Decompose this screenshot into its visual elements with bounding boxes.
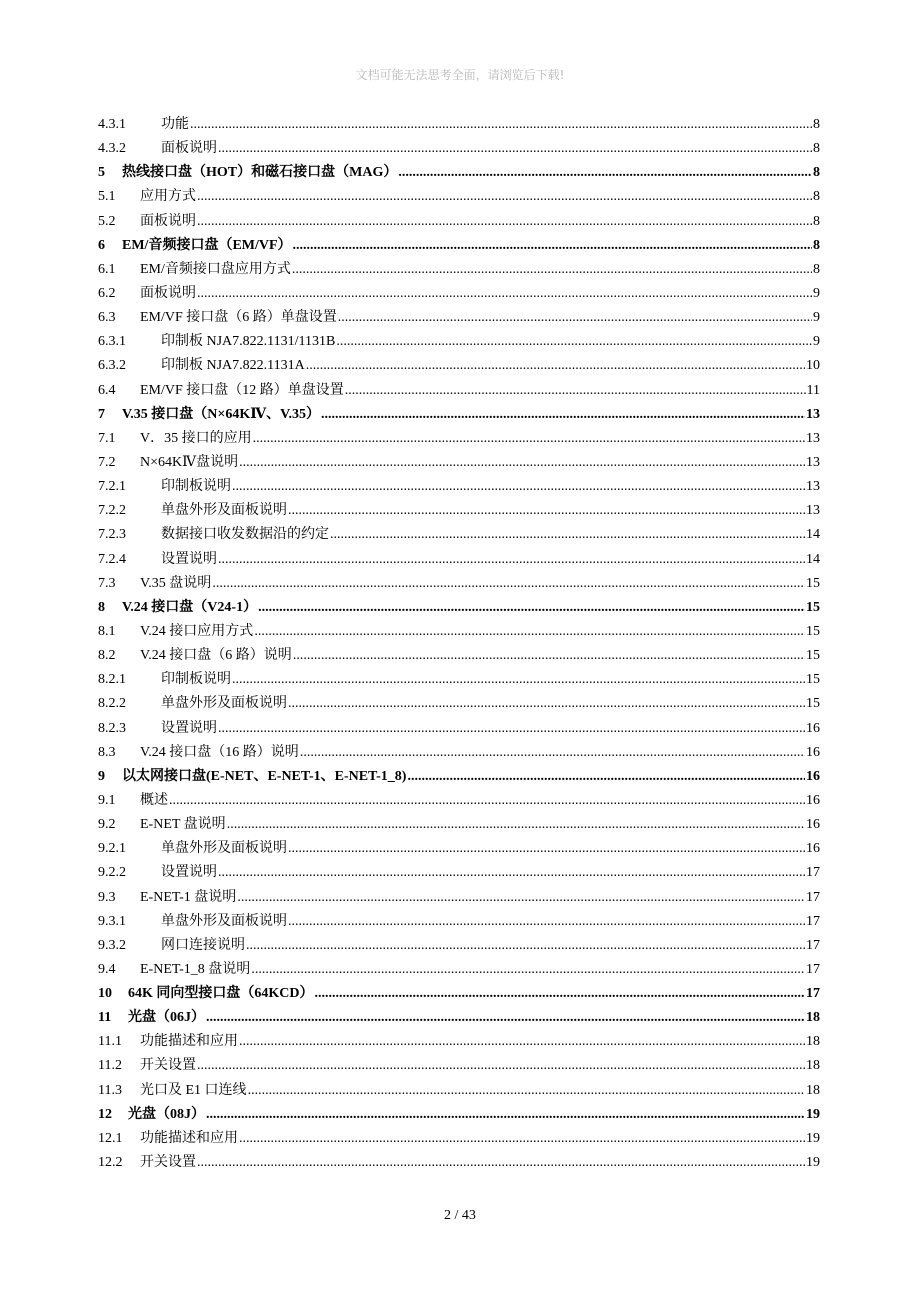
toc-dot-leader bbox=[218, 717, 805, 741]
toc-entry-page: 15 bbox=[806, 575, 820, 591]
toc-dot-leader bbox=[251, 958, 805, 982]
toc-entry[interactable] bbox=[98, 620, 820, 644]
toc-entry-number: 7.2 bbox=[98, 454, 116, 470]
toc-entry-title: EM/音频接口盘应用方式 bbox=[140, 261, 291, 277]
toc-dot-leader bbox=[239, 451, 805, 475]
toc-entry-number: 9.1 bbox=[98, 792, 116, 808]
toc-entry-number: 11.2 bbox=[98, 1058, 122, 1074]
toc-entry[interactable] bbox=[98, 475, 820, 499]
toc-entry[interactable] bbox=[98, 499, 820, 523]
toc-entry-page: 18 bbox=[806, 1034, 820, 1050]
toc-dot-leader bbox=[338, 306, 812, 330]
toc-entry-page: 14 bbox=[806, 527, 820, 543]
toc-entry-page: 8 bbox=[813, 141, 820, 157]
toc-entry-title: 功能描述和应用 bbox=[140, 1034, 238, 1050]
toc-entry-number: 6.3.2 bbox=[98, 358, 126, 374]
toc-entry-number: 12 bbox=[98, 1106, 112, 1122]
toc-entry-number: 5.1 bbox=[98, 189, 116, 205]
toc-entry[interactable] bbox=[98, 741, 820, 765]
toc-entry[interactable] bbox=[98, 185, 820, 209]
toc-entry-title: E-NET 盘说明 bbox=[140, 817, 226, 833]
toc-entry-number: 9.2.2 bbox=[98, 865, 126, 881]
toc-entry[interactable] bbox=[98, 644, 820, 668]
toc-entry-number: 7.2.4 bbox=[98, 551, 126, 567]
toc-entry-page: 9 bbox=[813, 310, 820, 326]
toc-entry-title: 设置说明 bbox=[161, 720, 217, 736]
toc-entry-page: 8 bbox=[813, 213, 820, 229]
toc-dot-leader bbox=[197, 185, 812, 209]
toc-entry[interactable] bbox=[98, 982, 820, 1006]
toc-dot-leader bbox=[407, 765, 805, 789]
toc-entry-number: 6 bbox=[98, 237, 105, 253]
toc-entry-page: 16 bbox=[806, 744, 820, 760]
toc-entry-page: 17 bbox=[806, 889, 820, 905]
toc-entry[interactable] bbox=[98, 958, 820, 982]
toc-entry-title: 印制板说明 bbox=[161, 672, 231, 688]
toc-entry-page: 11 bbox=[806, 382, 820, 398]
toc-entry[interactable] bbox=[98, 596, 820, 620]
toc-entry-page: 16 bbox=[806, 817, 820, 833]
toc-dot-leader bbox=[206, 1103, 805, 1127]
toc-entry-page: 19 bbox=[806, 1155, 820, 1171]
toc-entry-title: 印制板 NJA7.822.1131A bbox=[161, 358, 305, 374]
toc-entry-number: 8 bbox=[98, 599, 105, 615]
toc-entry-title: EM/VF 接口盘（12 路）单盘设置 bbox=[140, 382, 344, 398]
table-of-contents bbox=[98, 113, 820, 1175]
toc-entry-page: 8 bbox=[813, 189, 820, 205]
toc-dot-leader bbox=[288, 692, 805, 716]
toc-entry-title: 热线接口盘（HOT）和磁石接口盘（MAG） bbox=[122, 165, 398, 181]
toc-entry[interactable] bbox=[98, 1079, 820, 1103]
toc-entry-page: 8 bbox=[813, 165, 820, 181]
toc-entry[interactable] bbox=[98, 523, 820, 547]
toc-entry-title: 开关设置 bbox=[140, 1155, 196, 1171]
toc-entry-title: 光盘（08J） bbox=[128, 1106, 205, 1122]
toc-entry[interactable] bbox=[98, 717, 820, 741]
toc-entry[interactable] bbox=[98, 258, 820, 282]
toc-entry-page: 16 bbox=[806, 720, 820, 736]
toc-dot-leader bbox=[398, 161, 812, 185]
toc-dot-leader bbox=[254, 620, 805, 644]
toc-entry-title: 功能 bbox=[161, 117, 189, 132]
toc-entry-number: 9.2.1 bbox=[98, 841, 126, 857]
toc-dot-leader bbox=[232, 668, 805, 692]
toc-dot-leader bbox=[197, 282, 812, 306]
toc-entry-title: E-NET-1 盘说明 bbox=[140, 889, 237, 905]
toc-entry-number: 8.2.1 bbox=[98, 672, 126, 688]
toc-entry-title: 面板说明 bbox=[161, 141, 217, 157]
toc-entry[interactable] bbox=[98, 354, 820, 378]
toc-entry[interactable] bbox=[98, 306, 820, 330]
toc-entry-number: 11.3 bbox=[98, 1082, 122, 1098]
toc-entry-number: 7.2.2 bbox=[98, 503, 126, 519]
toc-entry-title: V.24 接口盘（6 路）说明 bbox=[140, 648, 292, 664]
toc-dot-leader bbox=[218, 137, 812, 161]
toc-dot-leader bbox=[258, 596, 805, 620]
toc-entry-title: V.35 接口盘（N×64KⅣ、V.35） bbox=[122, 406, 320, 422]
toc-entry-number: 6.4 bbox=[98, 382, 116, 398]
toc-entry[interactable] bbox=[98, 886, 820, 910]
toc-entry-title: 单盘外形及面板说明 bbox=[161, 841, 287, 857]
toc-entry-number: 6.2 bbox=[98, 285, 116, 301]
toc-entry-page: 16 bbox=[806, 841, 820, 857]
toc-entry-page: 15 bbox=[806, 623, 820, 639]
toc-entry-number: 8.3 bbox=[98, 744, 116, 760]
toc-entry-number: 9.3.1 bbox=[98, 913, 126, 929]
toc-entry-number: 9.4 bbox=[98, 961, 116, 977]
page-indicator: 2 / 43 bbox=[444, 1208, 476, 1223]
toc-entry-number: 9.3 bbox=[98, 889, 116, 905]
toc-dot-leader bbox=[239, 1030, 805, 1054]
toc-dot-leader bbox=[206, 1006, 805, 1030]
toc-entry-page: 13 bbox=[806, 503, 820, 519]
toc-entry[interactable] bbox=[98, 427, 820, 451]
toc-dot-leader bbox=[197, 1151, 805, 1175]
toc-entry-page: 19 bbox=[806, 1130, 820, 1146]
toc-dot-leader bbox=[212, 572, 805, 596]
toc-entry-title: 网口连接说明 bbox=[161, 937, 245, 953]
toc-entry-number: 7.3 bbox=[98, 575, 116, 591]
toc-entry[interactable] bbox=[98, 813, 820, 837]
toc-dot-leader bbox=[218, 548, 805, 572]
toc-entry-title: 数据接口收发数据沿的约定 bbox=[161, 527, 329, 543]
toc-entry[interactable] bbox=[98, 861, 820, 885]
toc-dot-leader bbox=[237, 886, 805, 910]
toc-entry[interactable] bbox=[98, 379, 820, 403]
toc-entry-title: V.24 接口盘（16 路）说明 bbox=[140, 744, 299, 760]
toc-entry-title: V.24 接口应用方式 bbox=[140, 623, 254, 639]
toc-dot-leader bbox=[288, 837, 805, 861]
toc-entry-title: N×64KⅣ盘说明 bbox=[140, 454, 239, 470]
toc-entry-number: 12.1 bbox=[98, 1130, 123, 1146]
toc-entry-number: 8.1 bbox=[98, 623, 116, 639]
toc-entry-title: V.35 盘说明 bbox=[140, 575, 212, 591]
toc-entry[interactable] bbox=[98, 1103, 820, 1127]
toc-entry-number: 7 bbox=[98, 406, 105, 422]
toc-entry-page: 15 bbox=[806, 648, 820, 664]
toc-entry-page: 8 bbox=[813, 117, 820, 132]
toc-entry-page: 17 bbox=[806, 865, 820, 881]
toc-entry-page: 17 bbox=[806, 937, 820, 953]
toc-entry[interactable] bbox=[98, 137, 820, 161]
toc-dot-leader bbox=[253, 427, 805, 451]
toc-entry[interactable] bbox=[98, 234, 820, 258]
toc-dot-leader bbox=[227, 813, 805, 837]
toc-entry[interactable] bbox=[98, 1006, 820, 1030]
toc-entry-page: 8 bbox=[813, 237, 820, 253]
toc-entry-page: 8 bbox=[813, 261, 820, 277]
toc-dot-leader bbox=[232, 475, 805, 499]
toc-entry[interactable] bbox=[98, 1030, 820, 1054]
toc-entry-number: 8.2.2 bbox=[98, 696, 126, 712]
toc-entry-number: 4.3.2 bbox=[98, 141, 126, 157]
toc-entry-number: 9 bbox=[98, 768, 105, 784]
toc-entry[interactable] bbox=[98, 403, 820, 427]
toc-dot-leader bbox=[218, 861, 805, 885]
toc-dot-leader bbox=[293, 234, 812, 258]
toc-entry-number: 8.2 bbox=[98, 648, 116, 664]
toc-entry-title: 单盘外形及面板说明 bbox=[161, 913, 287, 929]
toc-entry[interactable] bbox=[98, 765, 820, 789]
toc-entry-page: 15 bbox=[806, 672, 820, 688]
toc-entry-page: 16 bbox=[806, 792, 820, 808]
toc-entry-title: 光口及 E1 口连线 bbox=[140, 1082, 247, 1098]
toc-dot-leader bbox=[288, 910, 805, 934]
toc-dot-leader bbox=[293, 644, 805, 668]
toc-entry[interactable] bbox=[98, 1151, 820, 1175]
toc-entry-title: V．35 接口的应用 bbox=[140, 430, 252, 446]
toc-entry[interactable] bbox=[98, 1127, 820, 1151]
toc-entry-number: 6.3.1 bbox=[98, 334, 126, 350]
toc-entry-number: 9.3.2 bbox=[98, 937, 126, 953]
toc-entry-title: 概述 bbox=[140, 792, 168, 808]
toc-entry-title: V.24 接口盘（V24-1） bbox=[122, 599, 258, 615]
toc-entry-number: 4.3.1 bbox=[98, 117, 126, 132]
toc-entry-page: 17 bbox=[806, 913, 820, 929]
toc-entry-page: 18 bbox=[806, 1082, 820, 1098]
toc-entry-page: 19 bbox=[806, 1106, 820, 1122]
toc-entry[interactable] bbox=[98, 113, 820, 137]
toc-entry[interactable] bbox=[98, 1054, 820, 1078]
toc-entry-page: 16 bbox=[806, 768, 820, 784]
toc-dot-leader bbox=[315, 982, 806, 1006]
toc-entry-number: 6.1 bbox=[98, 261, 116, 277]
toc-entry-title: 单盘外形及面板说明 bbox=[161, 503, 287, 519]
toc-entry-page: 10 bbox=[806, 358, 820, 374]
toc-entry[interactable] bbox=[98, 161, 820, 185]
toc-entry-page: 18 bbox=[806, 1058, 820, 1074]
toc-entry-number: 9.2 bbox=[98, 817, 116, 833]
toc-entry-page: 13 bbox=[806, 479, 820, 495]
toc-entry[interactable] bbox=[98, 451, 820, 475]
toc-dot-leader bbox=[239, 1127, 805, 1151]
toc-entry-title: EM/VF 接口盘（6 路）单盘设置 bbox=[140, 310, 337, 326]
toc-entry-number: 8.2.3 bbox=[98, 720, 126, 736]
toc-entry-page: 9 bbox=[813, 285, 820, 301]
watermark-text: 文档可能无法思考全面，请浏览后下载! bbox=[355, 68, 565, 82]
toc-entry-number: 7.2.3 bbox=[98, 527, 126, 543]
toc-entry-title: 面板说明 bbox=[140, 213, 196, 229]
toc-entry[interactable] bbox=[98, 210, 820, 234]
toc-entry-page: 17 bbox=[806, 986, 820, 1002]
toc-dot-leader bbox=[246, 934, 805, 958]
toc-entry-page: 17 bbox=[806, 961, 820, 977]
toc-dot-leader bbox=[330, 523, 805, 547]
toc-entry-number: 5.2 bbox=[98, 213, 116, 229]
toc-entry[interactable] bbox=[98, 572, 820, 596]
toc-entry-title: 开关设置 bbox=[140, 1058, 196, 1074]
toc-dot-leader bbox=[197, 210, 812, 234]
toc-entry-number: 6.3 bbox=[98, 310, 116, 326]
toc-dot-leader bbox=[321, 403, 805, 427]
toc-entry-title: 印制板 NJA7.822.1131/1131B bbox=[161, 334, 336, 350]
toc-entry-number: 12.2 bbox=[98, 1155, 123, 1171]
toc-entry-title: 面板说明 bbox=[140, 285, 196, 301]
toc-entry[interactable] bbox=[98, 934, 820, 958]
toc-entry-page: 13 bbox=[806, 430, 820, 446]
toc-entry-number: 5 bbox=[98, 165, 105, 181]
toc-dot-leader bbox=[197, 1054, 805, 1078]
toc-entry-page: 18 bbox=[806, 1010, 820, 1026]
toc-entry-title: 印制板说明 bbox=[161, 479, 231, 495]
toc-entry[interactable] bbox=[98, 910, 820, 934]
toc-entry-title: 单盘外形及面板说明 bbox=[161, 696, 287, 712]
toc-dot-leader bbox=[169, 789, 805, 813]
toc-entry-title: EM/音频接口盘（EM/VF） bbox=[122, 237, 292, 253]
toc-entry[interactable] bbox=[98, 330, 820, 354]
toc-dot-leader bbox=[345, 379, 806, 403]
toc-entry-page: 15 bbox=[806, 599, 820, 615]
toc-entry[interactable] bbox=[98, 837, 820, 861]
toc-entry-page: 13 bbox=[806, 406, 820, 422]
toc-entry-title: 设置说明 bbox=[161, 865, 217, 881]
toc-entry-number: 7.2.1 bbox=[98, 479, 126, 495]
toc-entry-title: 以太网接口盘(E-NET、E-NET-1、E-NET-1_8) bbox=[122, 768, 407, 784]
toc-entry[interactable] bbox=[98, 282, 820, 306]
toc-entry-page: 14 bbox=[806, 551, 820, 567]
toc-entry-title: 应用方式 bbox=[140, 189, 196, 205]
toc-entry-page: 15 bbox=[806, 696, 820, 712]
toc-entry-number: 11.1 bbox=[98, 1034, 122, 1050]
toc-dot-leader bbox=[190, 113, 812, 137]
toc-entry[interactable] bbox=[98, 668, 820, 692]
toc-entry-number: 11 bbox=[98, 1010, 112, 1026]
toc-entry-title: E-NET-1_8 盘说明 bbox=[140, 961, 251, 977]
toc-dot-leader bbox=[306, 354, 805, 378]
toc-entry[interactable] bbox=[98, 692, 820, 716]
toc-entry-title: 64K 同向型接口盘（64KCD） bbox=[128, 986, 314, 1002]
toc-entry-number: 7.1 bbox=[98, 430, 116, 446]
toc-entry[interactable] bbox=[98, 548, 820, 572]
toc-dot-leader bbox=[336, 330, 812, 354]
toc-dot-leader bbox=[288, 499, 805, 523]
toc-entry-number: 10 bbox=[98, 986, 112, 1002]
toc-entry[interactable] bbox=[98, 789, 820, 813]
toc-dot-leader bbox=[300, 741, 805, 765]
toc-entry-title: 光盘（06J） bbox=[128, 1010, 205, 1026]
toc-dot-leader bbox=[248, 1079, 805, 1103]
toc-entry-title: 设置说明 bbox=[161, 551, 217, 567]
toc-entry-title: 功能描述和应用 bbox=[140, 1130, 238, 1146]
toc-dot-leader bbox=[292, 258, 812, 282]
toc-entry-page: 9 bbox=[813, 334, 820, 350]
toc-entry-page: 13 bbox=[806, 454, 820, 470]
